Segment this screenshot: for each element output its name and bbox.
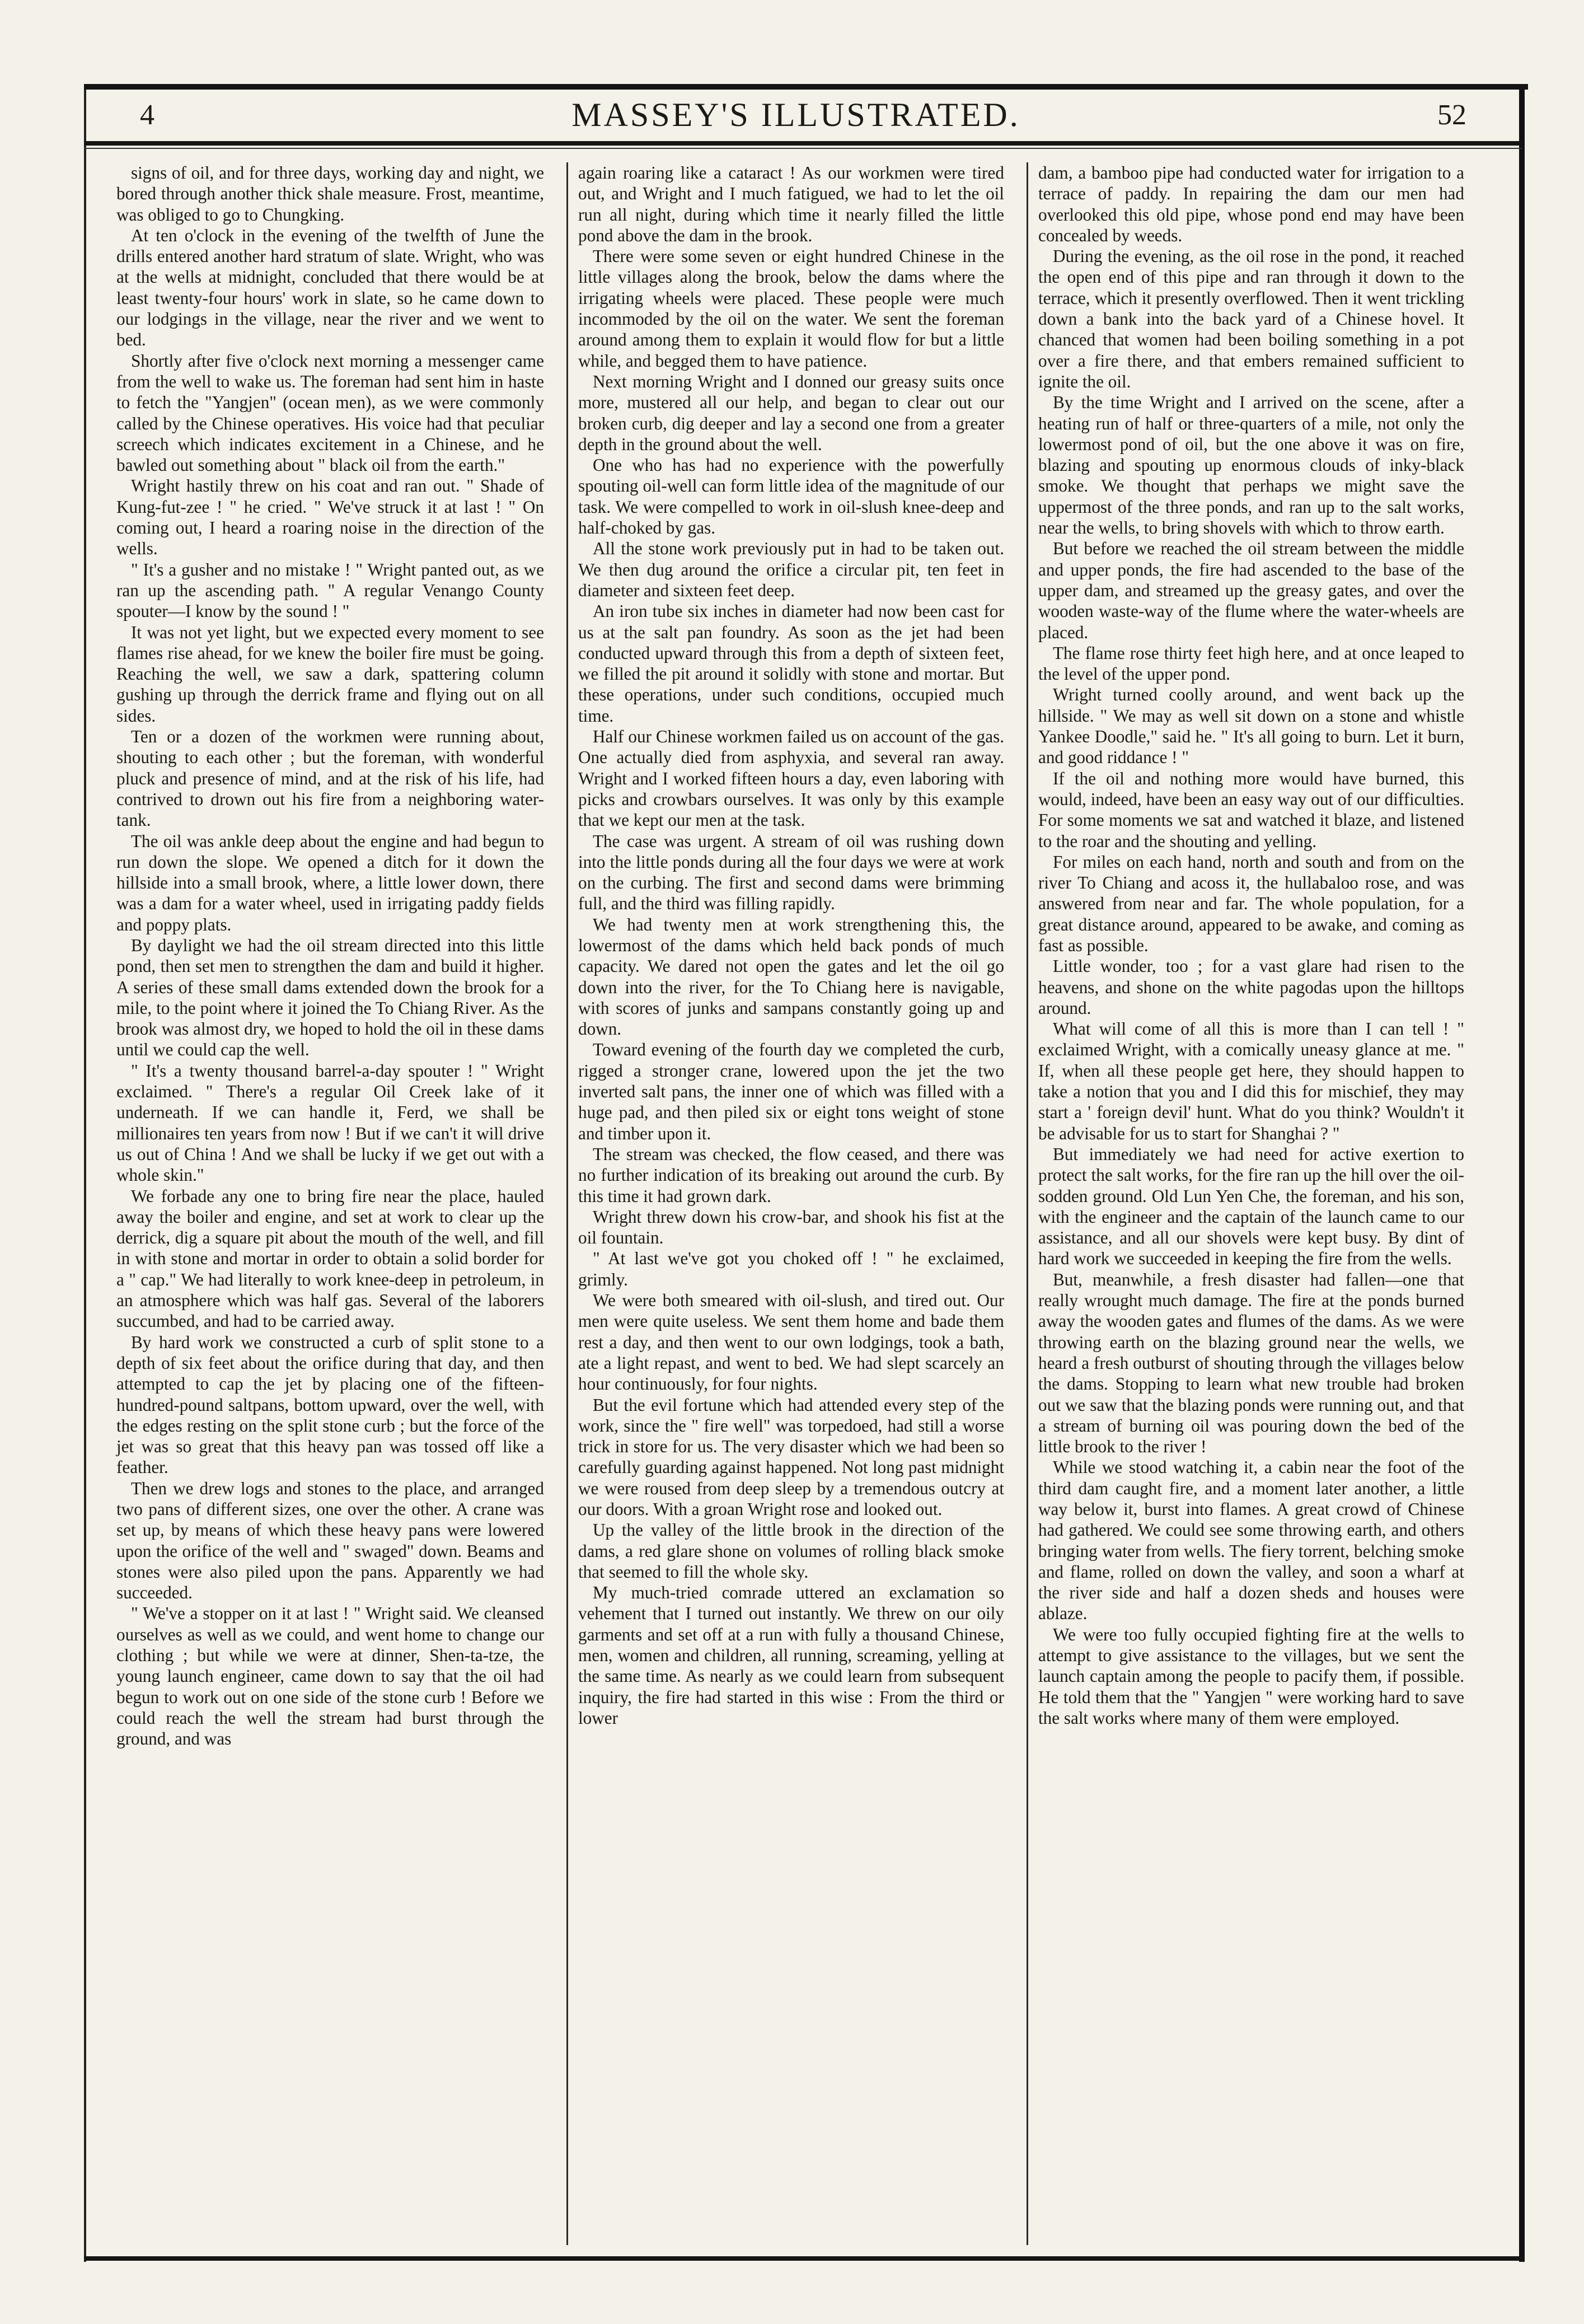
paragraph: " It's a gusher and no mistake ! " Wright panted out, as we ran up the ascending path. " A regular Venango County spouter—I know by the sound ! " <box>116 559 544 621</box>
paragraph: Shortly after five o'clock next morning a messenger came from the well to wake us. The foreman had sent him in haste to fetch the "Yangjen" (ocean men), as we were commonly called by the Chinese operatives. His voice had that peculiar screech which indicates excitement in a Chinese, and he bawled out something about " black oil from the earth." <box>116 350 544 475</box>
paragraph: Wright threw down his crow-bar, and shook his fist at the oil fountain. <box>578 1207 1004 1248</box>
paragraph: What will come of all this is more than I can tell ! " exclaimed Wright, with a comically uneasy glance at me. " If, when all these people get here, they should happen to take a notion that you and I did this for mischief, they may start a ' foreign devil' hunt. What do you think? Wouldn't it be advisable for us to start for Shanghai ? " <box>1038 1019 1464 1143</box>
paragraph: " At last we've got you choked off ! " he exclaimed, grimly. <box>578 1248 1004 1289</box>
paragraph: By daylight we had the oil stream directed into this little pond, then set men to strengthen the dam and build it higher. A series of these small dams extended down the brook for a mile, to the point where it joined the To Chiang River. As the brook was almost dry, we hoped to hold the oil in these dams until we could cap the well. <box>116 935 544 1060</box>
paragraph: At ten o'clock in the evening of the twelfth of June the drills entered another hard stratum of slate. Wright, who was at the wells at midnight, concluded that there would be at least twenty-four hours' work in slate, so he came down to our lodgings in the village, near the river and we went to bed. <box>116 225 544 350</box>
paragraph: Wright hastily threw on his coat and ran out. " Shade of Kung-fut-zee ! " he cried. " We've struck it at last ! " On coming out, I heard a roaring noise in the direction of the wells. <box>116 476 544 559</box>
page-header <box>84 90 1522 140</box>
header-rule <box>84 141 1522 146</box>
paragraph: dam, a bamboo pipe had conducted water for irrigation to a terrace of paddy. In repairing the dam our men had overlooked this old pipe, whose pond end may have been concealed by weeds. <box>1038 163 1464 245</box>
paragraph: We forbade any one to bring fire near the place, hauled away the boiler and engine, and set at work to clear up the derrick, dig a square pit about the mouth of the well, and fill in with stone and mortar in order to obtain a solid border for a " cap." We had literally to work knee-deep in petroleum, in an atmosphere which was half gas. Several of the laborers succumbed, and had to be carried away. <box>116 1186 544 1331</box>
paragraph: Up the valley of the little brook in the direction of the dams, a red glare shone on volumes of rolling black smoke that seemed to fill the whole sky. <box>578 1520 1004 1582</box>
paragraph: " It's a twenty thousand barrel-a-day spouter ! " Wright exclaimed. " There's a regular Oil Creek lake of it underneath. If we can handle it, Ferd, we shall be millionaires ten years from now ! But if we can't it will drive us out of China ! And we shall be lucky if we get out with a whole skin." <box>116 1060 544 1185</box>
paragraph: But the evil fortune which had attended every step of the work, since the " fire well" was torpedoed, had still a worse trick in store for us. The very disaster which we had been so carefully guarding against happened. Not long past midnight we were roused from deep sleep by a tremendous outcry at our doors. With a groan Wright rose and looked out. <box>578 1395 1004 1519</box>
paragraph: But immediately we had need for active exertion to protect the salt works, for the fire ran up the hill over the oil-sodden ground. Old Lun Yen Che, the foreman, and his son, with the engineer and the captain of the launch came to our assistance, and all our shovels were kept busy. By dint of hard work we succeeded in keeping the fire from the wells. <box>1038 1144 1464 1269</box>
paragraph: By the time Wright and I arrived on the scene, after a heating run of half or three-quarters of a mile, not only the lowermost pond of oil, but the one above it was on fire, blazing and spouting up enormous clouds of inky-black smoke. We thought that perhaps we might save the uppermost of the three ponds, and ran up to the salt works, near the wells, to bring shovels with which to throw earth. <box>1038 392 1464 538</box>
paragraph: During the evening, as the oil rose in the pond, it reached the open end of this pipe and ran through it down to the terrace, which it presently overflowed. Then it went trickling down a bank into the back yard of a Chinese hovel. It chanced that women had been boiling something in a pot over a fire there, and that embers remained sufficient to ignite the oil. <box>1038 246 1464 391</box>
paragraph: Wright turned coolly around, and went back up the hillside. " We may as well sit down on a stone and whistle Yankee Doodle," said he. " It's all going to burn. Let it burn, and good riddance ! " <box>1038 685 1464 768</box>
paragraph: If the oil and nothing more would have burned, this would, indeed, have been an easy way out of our difficulties. For some moments we sat and watched it blaze, and listened to the roar and the shouting and yelling. <box>1038 768 1464 851</box>
paragraph: It was not yet light, but we expected every moment to see flames rise ahead, for we knew the boiler fire must be going. Reaching the well, we saw a dark, spattering column gushing up through the derrick frame and flying out on all sides. <box>116 622 544 726</box>
paragraph: signs of oil, and for three days, working day and night, we bored through another thick shale measure. Frost, meantime, was obliged to go to Chungking. <box>116 163 544 225</box>
paragraph: Next morning Wright and I donned our greasy suits once more, mustered all our help, and began to clear out our broken curb, dig deeper and lay a second one from a greater depth in the ground about the well. <box>578 371 1004 454</box>
column-2 <box>566 162 1014 2245</box>
page-number-right: 52 <box>1437 99 1466 131</box>
paragraph: While we stood watching it, a cabin near the foot of the third dam caught fire, and a moment later another, a little way below it, burst into flames. A great crowd of Chinese had gathered. We could see some throwing earth, and others bringing water from wells. The fiery torrent, belching smoke and flame, rolled on down the valley, and soon a wharf at the river side and half a dozen sheds and houses were ablaze. <box>1038 1457 1464 1624</box>
paragraph: We were both smeared with oil-slush, and tired out. Our men were quite useless. We sent them home and bade them rest a day, and then went to our own lodgings, took a bath, ate a light repast, and went to bed. We had slept scarcely an hour continuously, for four nights. <box>578 1290 1004 1394</box>
column-1 <box>106 162 554 2245</box>
paragraph: There were some seven or eight hundred Chinese in the little villages along the brook, below the dams where the irrigating wheels were placed. These people were much incommoded by the oil on the water. We sent the foreman around among them to explain it would flow for but a little while, and begged them to have patience. <box>578 246 1004 371</box>
paragraph: One who has had no experience with the powerfully spouting oil-well can form little idea of the magnitude of our task. We were compelled to work in oil-slush knee-deep and half-choked by gas. <box>578 455 1004 538</box>
paragraph: The stream was checked, the flow ceased, and there was no further indication of its breaking out around the curb. By this time it had grown dark. <box>578 1144 1004 1206</box>
paragraph: Half our Chinese workmen failed us on account of the gas. One actually died from asphyxia, and several ran away. Wright and I worked fifteen hours a day, even laboring with picks and crowbars ourselves. It was only by this example that we kept our men at the task. <box>578 727 1004 830</box>
paragraph: An iron tube six inches in diameter had now been cast for us at the salt pan foundry. As soon as the jet had been conducted upward through this from a depth of sixteen feet, we filled the pit around it solidly with stone and mortar. But these operations, under such conditions, occupied much time. <box>578 601 1004 726</box>
paragraph: Ten or a dozen of the workmen were running about, shouting to each other ; but the foreman, with wonderful pluck and presence of mind, and at the risk of his life, had contrived to drown out his fire from a neighboring water-tank. <box>116 727 544 830</box>
article-columns <box>106 162 1506 2245</box>
column-3 <box>1027 162 1474 2245</box>
header-rule-thin <box>84 148 1522 149</box>
top-rule <box>84 84 1528 90</box>
paragraph: For miles on each hand, north and south and from on the river To Chiang and acoss it, the hullabaloo rose, and was answered from near and far. The whole population, for a great distance around, appeared to be awake, and coming as fast as possible. <box>1038 852 1464 955</box>
paragraph: All the stone work previously put in had to be taken out. We then dug around the orifice a circular pit, ten feet in diameter and sixteen feet deep. <box>578 539 1004 600</box>
paragraph: We were too fully occupied fighting fire at the wells to attempt to give assistance to the villages, but we sent the launch captain among the people to pacify them, if possible. He told them that the " Yangjen " were working hard to save the salt works where many of them were employed. <box>1038 1624 1464 1728</box>
paragraph: But, meanwhile, a fresh disaster had fallen—one that really wrought much damage. The fire at the ponds burned away the wooden gates and flumes of the dams. As we were throwing earth on the blazing ground near the wells, we heard a fresh outburst of shouting through the villages below the dams. Stopping to learn what new trouble had broken out we saw that the blazing ponds were running out, and that a stream of burning oil was pouring down the bed of the little brook to the river ! <box>1038 1269 1464 1457</box>
paragraph: The flame rose thirty feet high here, and at once leaped to the level of the upper pond. <box>1038 643 1464 684</box>
paragraph: " We've a stopper on it at last ! " Wright said. We cleansed ourselves as well as we could, and went home to change our clothing ; but while we were at dinner, Shen-ta-tze, the young launch engineer, came down to say that the oil had begun to work out on one side of the stone curb ! Before we could reach the well the stream had burst through the ground, and was <box>116 1603 544 1749</box>
paragraph: Toward evening of the fourth day we completed the curb, rigged a stronger crane, lowered upon the jet the two inverted salt pans, the inner one of which was filled with a huge pad, and then piled six or eight tons weight of stone and timber upon it. <box>578 1040 1004 1143</box>
bottom-rule <box>84 2256 1522 2261</box>
paragraph: By hard work we constructed a curb of split stone to a depth of six feet about the orifice during that day, and then attempted to cap the jet by placing one of the fifteen-hundred-pound saltpans, bottom upward, over the well, with the edges resting on the split stone curb ; but the force of the jet was so great that this heavy pan was tossed off like a feather. <box>116 1332 544 1477</box>
paragraph: My much-tried comrade uttered an exclamation so vehement that I turned out instantly. We threw on our oily garments and set off at a run with fully a thousand Chinese, men, women and children, all running, screaming, yelling at the same time. As nearly as we could learn from subsequent inquiry, the fire had started in this wise : From the third or lower <box>578 1583 1004 1728</box>
paragraph: Little wonder, too ; for a vast glare had risen to the heavens, and shone on the white pagodas upon the hilltops around. <box>1038 956 1464 1018</box>
paragraph: Then we drew logs and stones to the place, and arranged two pans of different sizes, one over the other. A crane was set up, by means of which these heavy pans were lowered upon the orifice of the well and " swaged" down. Beams and stones were also piled upon the pans. Apparently we had succeeded. <box>116 1478 544 1603</box>
publication-title: MASSEY'S ILLUSTRATED. <box>571 96 1020 133</box>
paragraph: But before we reached the oil stream between the middle and upper ponds, the fire had ascended to the base of the upper dam, and streamed up the greasy gates, and over the wooden waste-way of the flume where the water-wheels are placed. <box>1038 539 1464 642</box>
paragraph: The case was urgent. A stream of oil was rushing down into the little ponds during all the four days we were at work on the curbing. The first and second dams were brimming full, and the third was filling rapidly. <box>578 831 1004 914</box>
page-number-left: 4 <box>140 99 154 131</box>
paragraph: The oil was ankle deep about the engine and had begun to run down the slope. We opened a ditch for it down the hillside into a small brook, where, a little lower down, there was a dam for a water wheel, used in irrigating paddy fields and poppy plats. <box>116 831 544 934</box>
paragraph: We had twenty men at work strengthening this, the lowermost of the dams which held back ponds of much capacity. We dared not open the gates and let the oil go down into the river, for the To Chiang here is navigable, with scores of junks and sampans constantly going up and down. <box>578 914 1004 1039</box>
paragraph: again roaring like a cataract ! As our workmen were tired out, and Wright and I much fatigued, we had to let the oil run all night, during which time it nearly filled the little pond above the dam in the brook. <box>578 163 1004 245</box>
